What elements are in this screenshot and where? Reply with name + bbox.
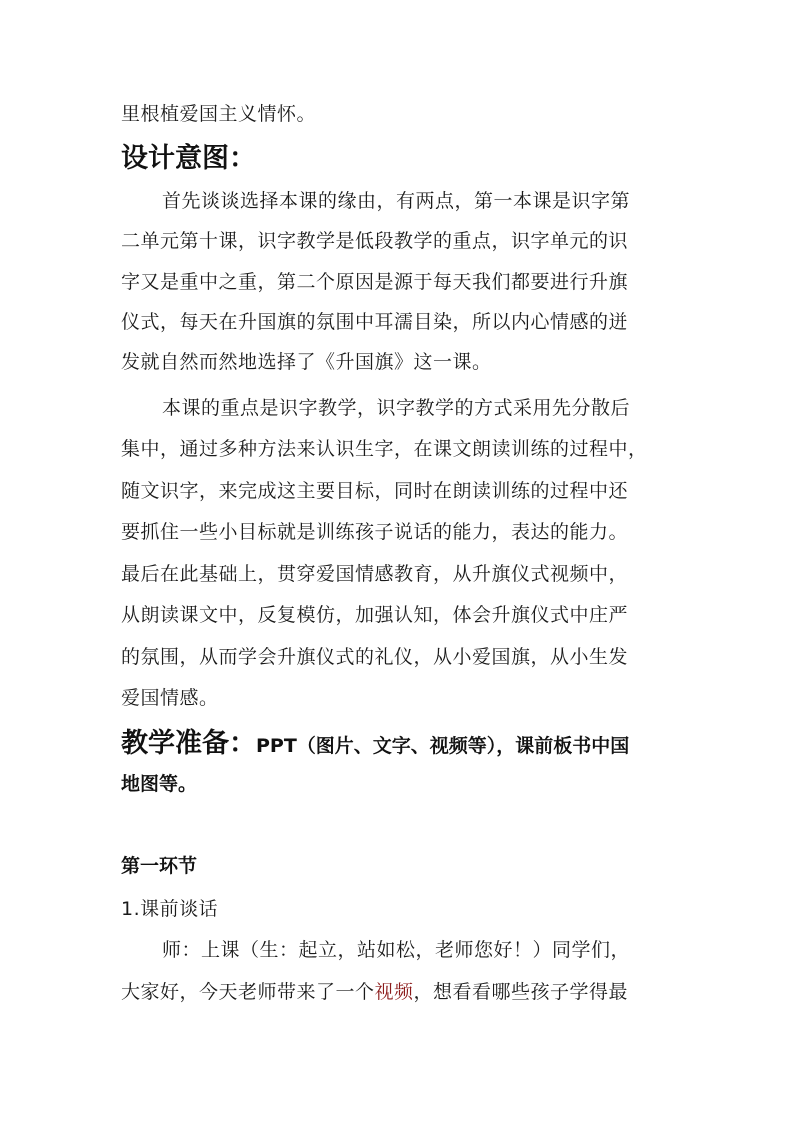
design-para1-line: 字又是重中之重，第二个原因是源于每天我们都要进行升旗 [121,271,629,293]
design-para2-line: 最后在此基础上，贯穿爱国情感教育，从升旗仪式视频中， [121,563,629,585]
design-para1-line: 首先谈谈选择本课的缘由，有两点，第一本课是识字第 [162,190,631,212]
intro-line: 里根植爱国主义情怀。 [121,103,317,125]
prep-heading: 教学准备： [121,728,256,759]
design-heading: 设计意图： [121,143,256,174]
prep-text: PPT（图片、文字、视频等），课前板书中国 [256,735,630,757]
video-link[interactable]: 视频 [374,981,414,1003]
dialog-line [121,980,628,1004]
item1-heading: 1.课前谈话 [121,898,219,920]
dialog-text: 大家好，今天老师带来了一个 [121,981,375,1003]
prep-text-continued: 地图等。 [121,773,198,795]
design-para2-line: 爱国情感。 [121,687,219,709]
design-para1-line: 仪式，每天在升国旗的氛围中耳濡目染，所以内心情感的迸 [121,311,629,333]
design-para1-line: 发就自然而然地选择了《升国旗》这一课。 [121,351,492,373]
section1-heading: 第一环节 [121,855,198,877]
prep-heading-row [121,728,629,762]
design-para2-line: 要抓住一些小目标就是训练孩子说话的能力，表达的能力。 [121,521,629,543]
dialog-line: 师：上课（生：起立，站如松，老师您好！）同学们， [162,939,631,961]
design-para2-line: 随文识字，来完成这主要目标，同时在朗读训练的过程中还 [121,480,629,502]
design-para2-line: 集中，通过多种方法来认识生字，在课文朗读训练的过程中， [121,438,648,460]
design-para2-line: 本课的重点是识字教学，识字教学的方式采用先分散后 [162,397,631,419]
design-para2-line: 的氛围，从而学会升旗仪式的礼仪，从小爱国旗，从小生发 [121,646,629,668]
design-para2-line: 从朗读课文中，反复模仿，加强认知，体会升旗仪式中庄严 [121,604,629,626]
dialog-text: ，想看看哪些孩子学得最 [413,981,629,1003]
design-para1-line: 二单元第十课，识字教学是低段教学的重点，识字单元的识 [121,230,629,252]
